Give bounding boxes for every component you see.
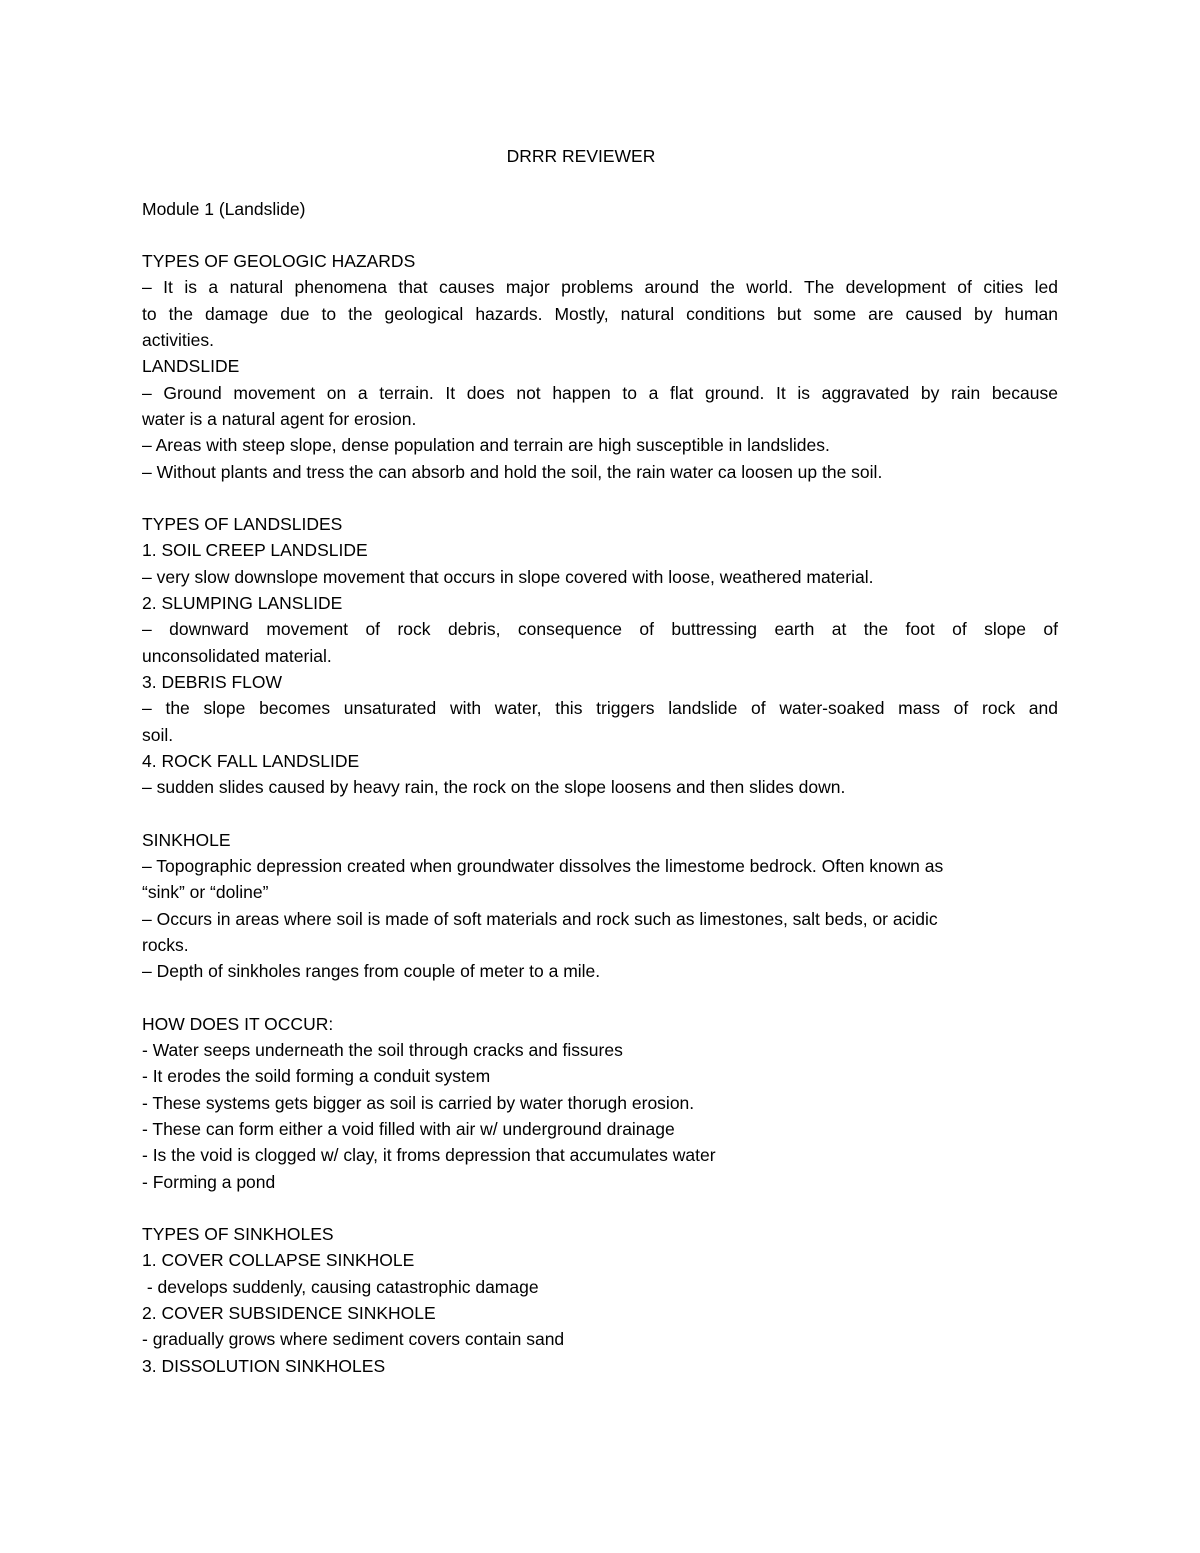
document-body bbox=[142, 143, 1058, 1379]
sinkhole-type-title: 3. DISSOLUTION SINKHOLES bbox=[142, 1355, 386, 1376]
geologic-hazards-text-line: – It is a natural phenomena that causes major problems around the world. The development of cities led bbox=[142, 277, 1058, 298]
sinkhole-text-line: – Topographic depression created when groundwater dissolves the limestome bedrock. Often known as bbox=[142, 856, 944, 877]
landslide-type-desc: unconsolidated material. bbox=[142, 645, 332, 666]
occurrence-step: - Is the void is clogged w/ clay, it froms depression that accumulates water bbox=[142, 1145, 716, 1166]
landslide-text-line: water is a natural agent for erosion. bbox=[142, 408, 417, 429]
occurrence-step: - Water seeps underneath the soil through cracks and fissures bbox=[142, 1040, 623, 1061]
landslide-type-desc: – very slow downslope movement that occurs in slope covered with loose, weathered material. bbox=[142, 566, 874, 587]
landslide-type-title: 1. SOIL CREEP LANDSLIDE bbox=[142, 540, 368, 561]
spacer bbox=[142, 169, 1058, 195]
geologic-hazards-text-line: activities. bbox=[142, 330, 214, 351]
sinkhole-type-desc: - gradually grows where sediment covers contain sand bbox=[142, 1329, 565, 1350]
spacer bbox=[142, 1195, 1058, 1221]
landslide-text-line: – Ground movement on a terrain. It does not happen to a flat ground. It is aggravated by rain because bbox=[142, 382, 1058, 403]
landslide-type-desc: – sudden slides caused by heavy rain, the rock on the slope loosens and then slides down. bbox=[142, 777, 846, 798]
sinkhole-heading: SINKHOLE bbox=[142, 829, 231, 850]
sinkhole-type-desc: - develops suddenly, causing catastrophic damage bbox=[142, 1276, 539, 1297]
sinkhole-type-title: 2. COVER SUBSIDENCE SINKHOLE bbox=[142, 1303, 436, 1324]
spacer bbox=[142, 222, 1058, 248]
landslide-type-desc: soil. bbox=[142, 724, 174, 745]
document-title: DRRR REVIEWER bbox=[506, 146, 656, 166]
occurrence-step: - These systems gets bigger as soil is carried by water thorugh erosion. bbox=[142, 1092, 695, 1113]
sinkhole-text-line: rocks. bbox=[142, 934, 189, 955]
sinkhole-text-line: – Occurs in areas where soil is made of soft materials and rock such as limestones, salt beds, or acidic bbox=[142, 908, 938, 929]
spacer bbox=[142, 485, 1058, 511]
sinkhole-text-line: – Depth of sinkholes ranges from couple of meter to a mile. bbox=[142, 961, 601, 982]
occurrence-step: - It erodes the soild forming a conduit system bbox=[142, 1066, 491, 1087]
how-does-it-occur-heading: HOW DOES IT OCCUR: bbox=[142, 1013, 334, 1034]
landslide-type-title: 2. SLUMPING LANSLIDE bbox=[142, 593, 343, 614]
landslide-type-title: 4. ROCK FALL LANDSLIDE bbox=[142, 750, 360, 771]
landslide-text-line: – Without plants and tress the can absorb and hold the soil, the rain water ca loosen up the soil. bbox=[142, 461, 883, 482]
module-title: Module 1 (Landslide) bbox=[142, 198, 306, 219]
landslide-type-desc: – the slope becomes unsaturated with water, this triggers landslide of water-soaked mass of rock and bbox=[142, 698, 1058, 719]
landslide-heading: LANDSLIDE bbox=[142, 356, 240, 377]
sinkhole-text-line: “sink” or “doline” bbox=[142, 882, 269, 903]
spacer bbox=[142, 800, 1058, 826]
occurrence-step: - Forming a pond bbox=[142, 1171, 276, 1192]
geologic-hazards-text-line: to the damage due to the geological hazards. Mostly, natural conditions but some are caused by human bbox=[142, 303, 1058, 324]
sinkhole-type-title: 1. COVER COLLAPSE SINKHOLE bbox=[142, 1250, 415, 1271]
landslide-type-title: 3. DEBRIS FLOW bbox=[142, 671, 283, 692]
landslide-text-line: – Areas with steep slope, dense population and terrain are high susceptible in landslides. bbox=[142, 435, 830, 456]
types-of-landslides-heading: TYPES OF LANDSLIDES bbox=[142, 514, 343, 535]
landslide-type-desc: – downward movement of rock debris, consequence of buttressing earth at the foot of slope of bbox=[142, 619, 1058, 640]
geologic-hazards-heading: TYPES OF GEOLOGIC HAZARDS bbox=[142, 251, 416, 272]
types-of-sinkholes-heading: TYPES OF SINKHOLES bbox=[142, 1224, 334, 1245]
occurrence-step: - These can form either a void filled with air w/ underground drainage bbox=[142, 1118, 675, 1139]
spacer bbox=[142, 985, 1058, 1011]
